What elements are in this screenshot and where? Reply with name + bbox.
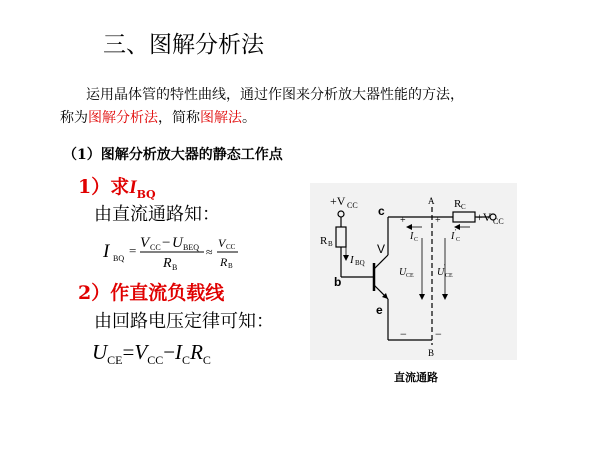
f2-i: I xyxy=(175,340,183,364)
intro-line-2 xyxy=(60,107,256,127)
f1-num2-sub: CC xyxy=(226,243,236,251)
label-rc-sub: C xyxy=(461,203,466,211)
f1-lhs: I xyxy=(103,241,110,262)
vcc-left-terminal xyxy=(338,211,344,217)
label-node-b: b xyxy=(334,275,342,289)
f2-lhs-sub: CE xyxy=(107,353,123,368)
label-rc: R xyxy=(454,198,462,210)
label-minus-2: − xyxy=(435,327,442,341)
step2-heading: 2）作直流负载线 xyxy=(78,282,225,304)
label-ic2: I xyxy=(451,231,455,242)
label-uce-sub: CE xyxy=(406,273,414,279)
term-graphical-method: 图解法 xyxy=(200,110,242,126)
label-ibq: I xyxy=(350,254,354,266)
f1-eq: = xyxy=(129,243,137,258)
label-ibq-sub: BQ xyxy=(355,259,365,267)
f2-lhs: U xyxy=(92,340,108,364)
resistor-rb xyxy=(336,227,346,247)
label-rb: R xyxy=(320,235,328,247)
f2-eq: = xyxy=(122,340,135,364)
formula-uce xyxy=(92,340,211,368)
label-minus-1: − xyxy=(400,327,407,341)
label-transistor: V xyxy=(377,242,386,256)
f1-den: R xyxy=(163,256,172,271)
label-node-a: A xyxy=(428,196,435,206)
formula-ibq xyxy=(100,228,250,274)
label-node-c: c xyxy=(378,204,385,218)
label-ic-sub: C xyxy=(414,237,419,243)
f1-den-sub: B xyxy=(172,263,178,272)
f2-v-sub: CC xyxy=(147,353,164,368)
figure-caption: 直流通路 xyxy=(394,371,438,384)
f1-num-a: V xyxy=(140,235,150,251)
dc-path-circuit-diagram xyxy=(310,183,517,360)
intro-prefix: 称为 xyxy=(60,110,88,126)
slide-title: 三、图解分析法 xyxy=(103,32,264,58)
term-graphical-analysis: 图解分析法 xyxy=(88,110,158,126)
step2-text: 由回路电压定律可知： xyxy=(94,311,274,332)
circuit-svg xyxy=(310,183,517,360)
f2-r-sub: C xyxy=(202,353,211,368)
label-vcc-left-sub: CC xyxy=(347,201,358,210)
label-ic2-sup: ' xyxy=(455,228,457,236)
label-uce2: U xyxy=(437,267,445,278)
label-rb-sub: B xyxy=(328,240,333,248)
f1-minus: − xyxy=(162,235,171,251)
label-uce: U xyxy=(399,267,407,278)
intro-mid: ，简称 xyxy=(158,110,200,126)
label-uce2-sup: ' xyxy=(444,263,446,271)
resistor-rc xyxy=(453,212,475,222)
f1-den2-sub: B xyxy=(228,262,233,270)
section-heading: （1）图解分析放大器的静态工作点 xyxy=(63,147,283,163)
f1-num-b-sub: BEQ xyxy=(183,243,199,252)
f1-lhs-sub: BQ xyxy=(113,254,125,263)
label-uce2-sub: CE xyxy=(445,273,453,279)
f2-r: R xyxy=(190,340,203,364)
f2-i-sub: C xyxy=(182,353,191,368)
step1-text: 由直流通路知： xyxy=(94,204,220,225)
transistor-collector-leg xyxy=(374,255,388,269)
label-ic: I xyxy=(410,231,414,242)
label-vcc-left: +V xyxy=(330,194,346,208)
f1-approx: ≈ xyxy=(206,245,213,259)
f2-minus: − xyxy=(163,340,176,364)
intro-end: 。 xyxy=(242,110,256,126)
label-vcc-right-sub: CC xyxy=(493,217,504,226)
intro-line-1: 运用晶体管的特性曲线，通过作图来分析放大器性能的方法， xyxy=(86,87,464,103)
label-vcc-right: +V xyxy=(476,210,492,224)
step1-var: I xyxy=(129,177,137,198)
f1-den2: R xyxy=(220,255,228,269)
step1-var-sub: BQ xyxy=(136,187,156,201)
label-ic2-sub: C xyxy=(456,237,461,243)
f1-num-b: U xyxy=(172,235,183,251)
label-plus-1: + xyxy=(400,215,406,226)
step1-prefix: 1）求 xyxy=(78,176,130,198)
label-node-e: e xyxy=(376,303,383,317)
label-plus-2: + xyxy=(435,215,441,226)
label-node-b-bottom: B xyxy=(428,348,435,358)
f1-num-a-sub: CC xyxy=(150,243,161,252)
f2-v: V xyxy=(134,340,148,364)
f1-num2: V xyxy=(218,236,226,250)
step1-heading xyxy=(78,172,156,201)
